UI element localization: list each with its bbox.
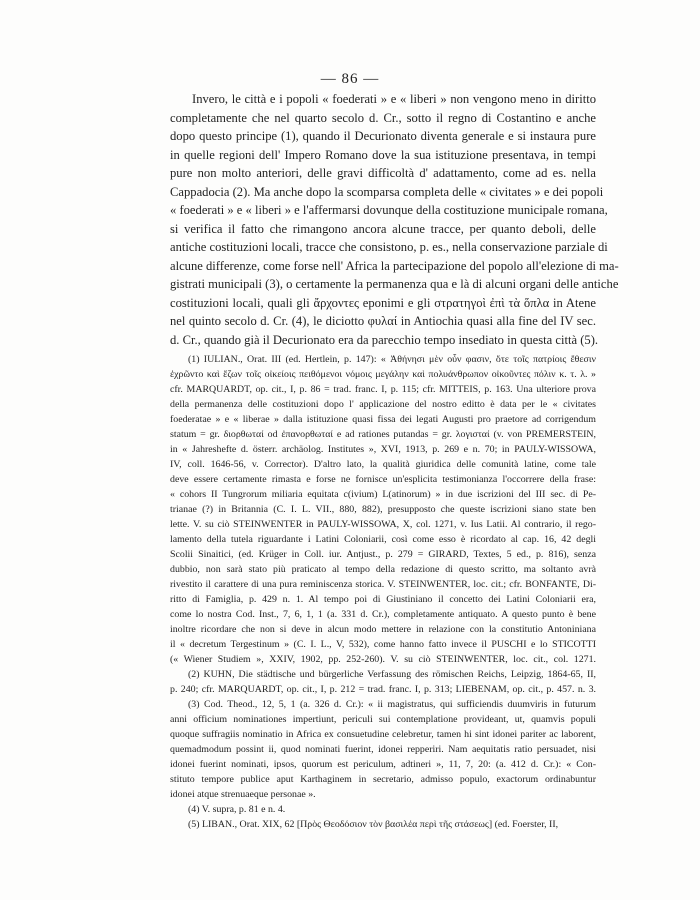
footnote-3 bbox=[170, 697, 596, 802]
footnote-line: ritto di Famiglia, p. 429 n. 1. Al tempo poi di Giustiniano il concetto dei Latini Coloniarii era, bbox=[170, 594, 596, 605]
footnote-line: cfr. MARQUARDT, op. cit., I, p. 86 = trad. franc. I, p. 115; cfr. MITTEIS, p. 163. Una ulteriore prova bbox=[170, 384, 596, 395]
body-text bbox=[170, 90, 619, 349]
body-line: antiche costituzioni locali, tracce che consistono, p. es., nella conservazione parziale di bbox=[170, 240, 608, 254]
footnote-line: IV, coll. 1646-56, v. Corrector). D'altro lato, la qualità giuridica delle comunità latine, come tale bbox=[170, 459, 596, 470]
footnotes bbox=[170, 352, 596, 832]
footnote-line: (4) V. supra, p. 81 e n. 4. bbox=[188, 804, 286, 815]
footnote-line: p. 240; cfr. MARQUARDT, op. cit., I, p. 212 = trad. franc. I, p. 313; LIEBENAM, op. cit., p. 457. n. 3. bbox=[170, 684, 596, 695]
body-line: completamente che nel quarto secolo d. Cr., sotto il regno di Costantino e anche bbox=[170, 110, 596, 125]
footnote-line: idonei atque strenuaeque personae ». bbox=[170, 789, 316, 800]
footnote-line: lamento della tutela riguardante i Latini Coloniarii, così come esso è ricordato al cap. 16, 42 degli bbox=[170, 534, 596, 545]
body-line: costituzioni locali, quali gli ἄρχοντες eponimi e gli στρατηγοὶ ἐπὶ τὰ ὅπλα in Atene bbox=[170, 295, 596, 310]
body-line: si verifica il fatto che rimangono ancora alcune tracce, per quanto deboli, delle bbox=[170, 221, 596, 236]
footnote-line: della permanenza delle costituzioni dopo l' applicazione del nostro editto è data per le « civitates bbox=[170, 399, 596, 410]
body-line: nel quinto secolo d. Cr. (4), le diciotto φυλαί in Antiochia quasi alla fine del IV sec. bbox=[170, 314, 596, 328]
footnote-line: il « decretum Tergestinum » (C. I. L., V, 532), come hanno fatto invece il PUSCHI e lo STICOTTI bbox=[170, 639, 596, 650]
footnote-line: foederatae » e « liberae » dalla istituzione quasi fissa dei legati Augusti pro praetore ad corrigendum bbox=[170, 414, 596, 425]
body-line: « foederati » e « liberi » e l'affermarsi dovunque della costituzione municipale romana, bbox=[170, 203, 608, 217]
footnote-line: (3) Cod. Theod., 12, 5, 1 (a. 326 d. Cr.): « ii magistratus, qui sufficiendis duumviris in futurum bbox=[188, 699, 596, 710]
body-line: pure non molto anteriori, delle gravi difficoltà d' adattamento, come ad es. nella bbox=[170, 166, 596, 180]
footnote-line: rivestito il carattere di una pura reminiscenza storica. V. STEINWENTER, loc. cit.; cfr. BONFANTE, Di- bbox=[170, 579, 596, 590]
footnote-line: « cohors II Tungrorum miliaria equitata c(ivium) L(atinorum) » in due iscrizioni del III sec. di Pe- bbox=[170, 489, 596, 500]
footnote-4 bbox=[170, 802, 596, 817]
footnote-line: (« Wiener Studiem », XXIV, 1902, pp. 252-260). V. su ciò STEINWENTER, loc. cit., col. 1271. bbox=[170, 654, 596, 665]
footnote-line: dubbio, non sarà stato più praticato al tempo della redazione di questo scritto, ma soltanto avrà bbox=[170, 564, 596, 575]
body-line: dopo questo principe (1), quando il Decurionato diventa generale e si instaura pure bbox=[170, 129, 596, 143]
footnote-line: (1) IULIAN., Orat. III (ed. Hertlein, p. 147): « Ἀθήνησι μὲν οὖν φασιν, ὅτε τοῖς πατρίοις ἔθεσιν bbox=[188, 354, 596, 365]
footnote-line: (5) LIBAN., Orat. XIX, 62 [Πρὸς Θεοδόσιον τὸν βασιλέα περὶ τῆς στάσεως] (ed. Foerster, II, bbox=[188, 819, 559, 830]
footnote-line: anni officium nominationes impertiunt, periculi sui contemplatione provideant, ut, quamvis populi bbox=[170, 714, 596, 725]
footnote-2 bbox=[170, 667, 596, 697]
footnote-line: statum = gr. διορθωταί od ἐπανορθωταί e ad rationes putandas = gr. λογισταί (v. von PREMERSTEIN, bbox=[170, 429, 596, 440]
body-line: in quelle regioni dell' Impero Romano dove la sua istituzione presentava, in tempi bbox=[170, 147, 596, 162]
footnote-line: inoltre ricordare che non si deve in alcun modo mettere in relazione con la constitutio Antoniniana bbox=[170, 624, 596, 635]
body-line: Cappadocia (2). Ma anche dopo la scomparsa completa delle « civitates » e dei popoli bbox=[170, 184, 604, 199]
footnote-line: ἐχρῶντο καὶ ἔζων τοῖς οἰκείοις πειθόμενοι νόμοις μεγάλην καὶ πολυάνθρωπον οἰκοῦντες πόλιν κ. τ. λ. » bbox=[170, 369, 596, 380]
body-line: d. Cr., quando già il Decurionato era da parecchio tempo insediato in questa città (5). bbox=[170, 332, 599, 347]
footnote-line: idonei fuerint nominati, ipsos, quorum est periculum, adtineri », 11, 7, 20: (a. 412 d. Cr.): « Con- bbox=[170, 759, 596, 770]
footnote-5 bbox=[170, 817, 596, 832]
footnote-line: quemadmodum possint ii, quod nominati fuerint, idonei repperiri. Nam aequitatis ratio persuadet, nisi bbox=[170, 744, 596, 755]
footnote-line: Scolii Sinaitici, (ed. Krüger in Coll. iur. Antjust., p. 279 = GIRARD, Textes, 5 ed., p. 816), senza bbox=[170, 549, 596, 560]
footnote-line: (2) KUHN, Die städtische und bürgerliche Verfassung des römischen Reichs, Leipzig, 1864-65, II, bbox=[188, 669, 596, 680]
footnote-line: in « Jahreshefte d. österr. archäolog. Institutes », XVI, 1913, p. 269 e n. 70; in PAULY-WISSOWA, bbox=[170, 444, 596, 455]
footnote-1 bbox=[170, 352, 596, 667]
footnote-line: quoque suffragiis nominatio in Africa ex consuetudine celebretur, tamen hi sint idonei pariter ac laborent, bbox=[170, 729, 596, 740]
footnote-line: come lo nostra Cod. Inst., 7, 6, 1, 1 (a. 331 d. Cr.), completamente antiquato. A questo punto è bene bbox=[170, 609, 596, 620]
body-line: Invero, le città e i popoli « foederati » e « liberi » non vengono meno in diritto bbox=[192, 92, 596, 106]
footnote-line: stituto tempore publice aput Karthaginem in secretario, admisso populo, exactorum ordinabuntur bbox=[170, 774, 596, 785]
footnote-line: deve essere certamente rimasta e forse ne fornisce un'esplicita testimonianza l'occorrere della frase: bbox=[170, 474, 596, 485]
page-number: — 86 — bbox=[320, 71, 380, 87]
body-line: gistrati municipali (3), o certamente la permanenza qua e là di alcuni organi delle antiche bbox=[170, 277, 619, 291]
footnote-line: lette. V. su ciò STEINWENTER in PAULY-WISSOWA, X, col. 1271, v. Ius Latii. Al contrario, il rego- bbox=[170, 519, 596, 530]
footnote-line: trianae (?) in Britannia (C. I. L. VII., 880, 882), presupposto che queste iscrizioni siano state ben bbox=[170, 504, 596, 515]
body-line: alcune differenze, come forse nell' Africa la partecipazione del popolo all'elezione di ma- bbox=[170, 258, 619, 273]
